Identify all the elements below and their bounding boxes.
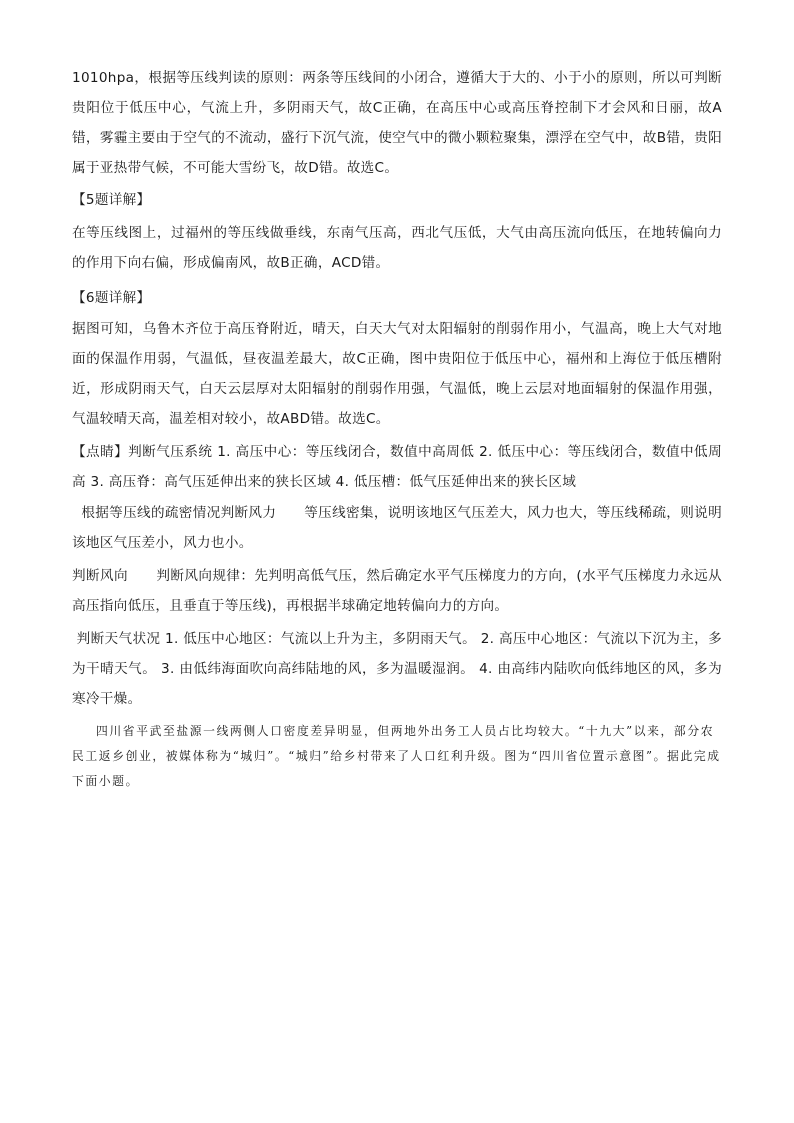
question-5-explanation: 在等压线图上，过福州的等压线做垂线，东南气压高，西北气压低，大气由高压流向低压，在地转偏向力的作用下向右偏，形成偏南风，故B正确，ACD错。 <box>72 225 722 271</box>
answer-4-continuation: 1010hpa，根据等压线判读的原则：两条等压线间的小闭合，遵循大于大的、小于小的原则，所以可判断贵阳位于低压中心，气流上升，多阴雨天气，故C正确，在高压中心或高压脊控制下才会风和日丽，故A错，雾霾主要由于空气的不流动，盛行下沉气流，使空气中的微小颗粒聚集，漂浮在空气中，故B错，贵阳属于亚热带气候，不可能大雪纷飞，故D错。故选C。 <box>72 70 722 176</box>
key-point-wind-force: 根据等压线的疏密情况判断风力 等压线密集，说明该地区气压差大，风力也大，等压线稀疏，则说明该地区气压差小，风力也小。 <box>72 505 722 551</box>
question-5-heading: 【5题详解】 <box>72 192 151 208</box>
key-point-weather: 判断天气状况 1. 低压中心地区：气流以上升为主，多阴雨天气。 2. 高压中心地区：气流以下沉为主，多为干晴天气。 3. 由低纬海面吹向高纬陆地的风，多为温暖湿润。 4. 由高纬内陆吹向低纬地区的风，多为寒冷干燥。 <box>72 631 722 707</box>
question-6-heading: 【6题详解】 <box>72 290 151 306</box>
question-6-explanation: 据图可知，乌鲁木齐位于高压脊附近，晴天，白天大气对太阳辐射的削弱作用小，气温高，晚上大气对地面的保温作用弱，气温低，昼夜温差最大，故C正确，图中贵阳位于低压中心，福州和上海位于低压槽附近，形成阴雨天气，白天云层厚对太阳辐射的削弱作用强，气温低，晚上云层对地面辐射的保温作用强，气温较晴天高，温差相对较小，故ABD错。故选C。 <box>72 321 722 427</box>
next-question-stem: 四川省平武至盐源一线两侧人口密度差异明显，但两地外出务工人员占比均较大。“十九大”以来，部分农民工返乡创业，被媒体称为“城归”。“城归”给乡村带来了人口红利升级。图为“四川省位置示意图”。据此完成下面小题。 <box>72 724 721 788</box>
key-point-pressure-systems: 【点睛】判断气压系统 1. 高压中心：等压线闭合，数值中高周低 2. 低压中心：等压线闭合，数值中低周高 3. 高压脊：高气压延伸出来的狭长区域 4. 低压槽：低气压延伸出来的狭长区域 <box>72 444 722 490</box>
key-point-wind-direction: 判断风向 判断风向规律：先判明高低气压，然后确定水平气压梯度力的方向，(水平气压梯度力永远从高压指向低压，且垂直于等压线)，再根据半球确定地转偏向力的方向。 <box>72 568 722 614</box>
